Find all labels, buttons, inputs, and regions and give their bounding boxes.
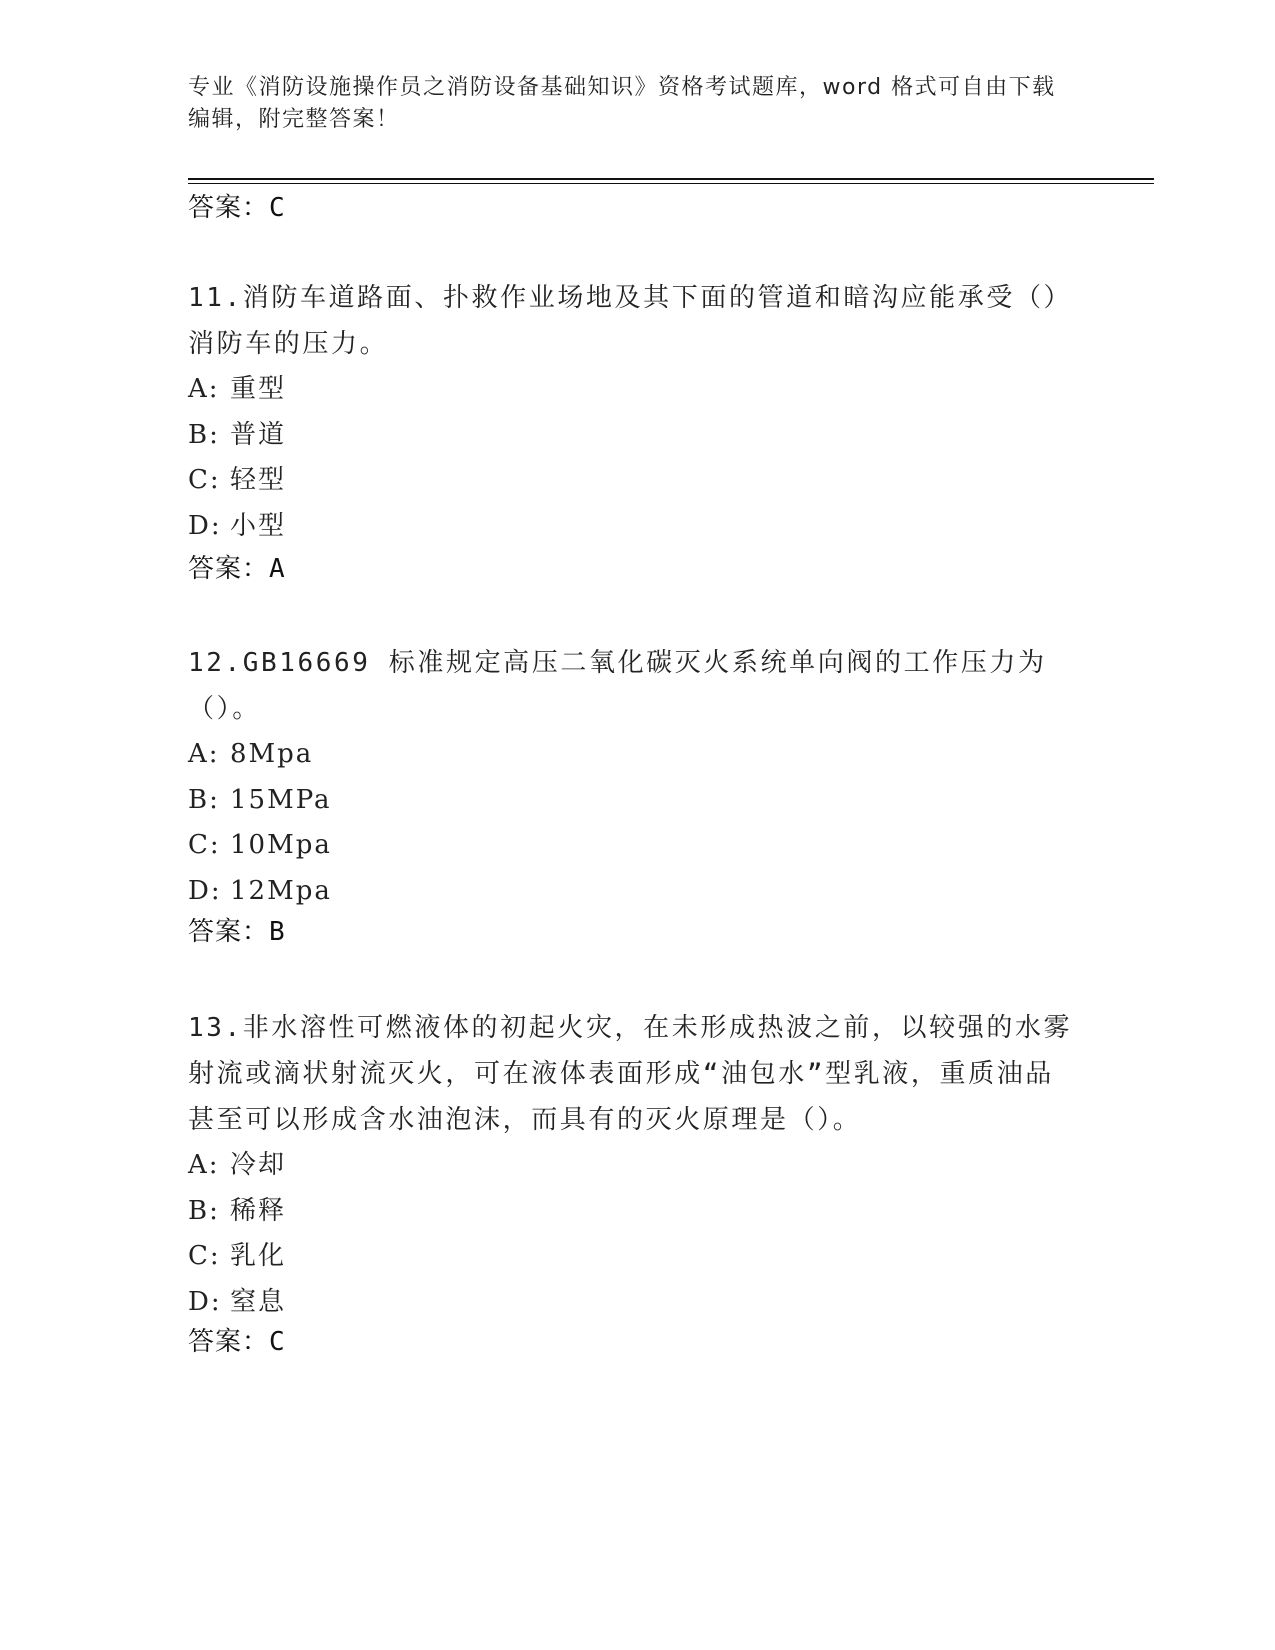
answer-value: B xyxy=(269,917,286,947)
option-text: 普道 xyxy=(230,419,287,450)
option-letter: C: xyxy=(188,1241,221,1271)
question-12 xyxy=(188,640,1078,914)
answer-value: C xyxy=(269,193,286,223)
option-letter: A: xyxy=(188,374,220,404)
option-b xyxy=(188,413,1078,459)
option-text: 冷却 xyxy=(230,1150,287,1180)
answer-value: C xyxy=(269,1327,286,1357)
option-letter: D: xyxy=(188,1286,222,1317)
option-letter: A: xyxy=(188,1150,220,1180)
option-letter: C: xyxy=(188,465,221,495)
option-text: 重型 xyxy=(230,374,287,404)
answer-line-prev xyxy=(188,191,286,225)
answer-line-12 xyxy=(188,915,286,949)
option-text: 窒息 xyxy=(230,1286,287,1317)
option-list xyxy=(188,732,1078,914)
option-list xyxy=(188,367,1078,549)
question-11 xyxy=(188,275,1078,549)
header-divider-thin xyxy=(188,183,1154,184)
option-letter: D: xyxy=(188,875,222,906)
option-text: 10Mpa xyxy=(230,830,332,860)
answer-prefix: 答案： xyxy=(188,917,270,947)
option-text: 稀释 xyxy=(230,1195,287,1226)
option-d xyxy=(188,504,1078,550)
answer-prefix: 答案： xyxy=(188,193,270,223)
option-b xyxy=(188,778,1078,824)
option-letter: B: xyxy=(188,1195,220,1226)
question-13 xyxy=(188,1005,1078,1325)
option-b xyxy=(188,1189,1078,1235)
option-text: 小型 xyxy=(230,510,287,541)
option-text: 12Mpa xyxy=(230,875,332,906)
answer-line-13 xyxy=(188,1325,286,1359)
answer-line-11 xyxy=(188,552,286,586)
option-text: 轻型 xyxy=(230,465,287,495)
option-c xyxy=(188,1234,1078,1280)
option-c xyxy=(188,823,1078,869)
option-letter: C: xyxy=(188,830,221,860)
option-d xyxy=(188,869,1078,915)
question-stem: 11.消防车道路面、扑救作业场地及其下面的管道和暗沟应能承受（）消防车的压力。 xyxy=(188,283,1073,359)
option-c xyxy=(188,458,1078,504)
option-letter: B: xyxy=(188,419,220,450)
option-letter: B: xyxy=(188,784,220,815)
document-page xyxy=(188,0,1148,1650)
answer-prefix: 答案： xyxy=(188,1327,270,1357)
option-d xyxy=(188,1280,1078,1326)
question-stem: 13.非水溶性可燃液体的初起火灾，在未形成热波之前，以较强的水雾射流或滴状射流灭火，可在液体表面形成“油包水”型乳液，重质油品甚至可以形成含水油泡沫，而具有的灭火原理是（）。 xyxy=(188,1013,1073,1135)
option-list xyxy=(188,1143,1078,1325)
answer-value: A xyxy=(269,554,286,584)
option-a xyxy=(188,1143,1078,1189)
page-header: 专业《消防设施操作员之消防设备基础知识》资格考试题库，word 格式可自由下载编辑，附完整答案！ xyxy=(188,75,1056,132)
option-text: 乳化 xyxy=(230,1241,287,1271)
option-a xyxy=(188,367,1078,413)
question-stem: 12.GB16669 标准规定高压二氧化碳灭火系统单向阀的工作压力为（）。 xyxy=(188,648,1047,724)
option-a xyxy=(188,732,1078,778)
option-text: 8Mpa xyxy=(230,739,314,769)
header-divider-thick xyxy=(188,178,1154,180)
option-letter: D: xyxy=(188,510,222,541)
option-text: 15MPa xyxy=(230,784,332,815)
option-letter: A: xyxy=(188,739,220,769)
answer-prefix: 答案： xyxy=(188,554,270,584)
